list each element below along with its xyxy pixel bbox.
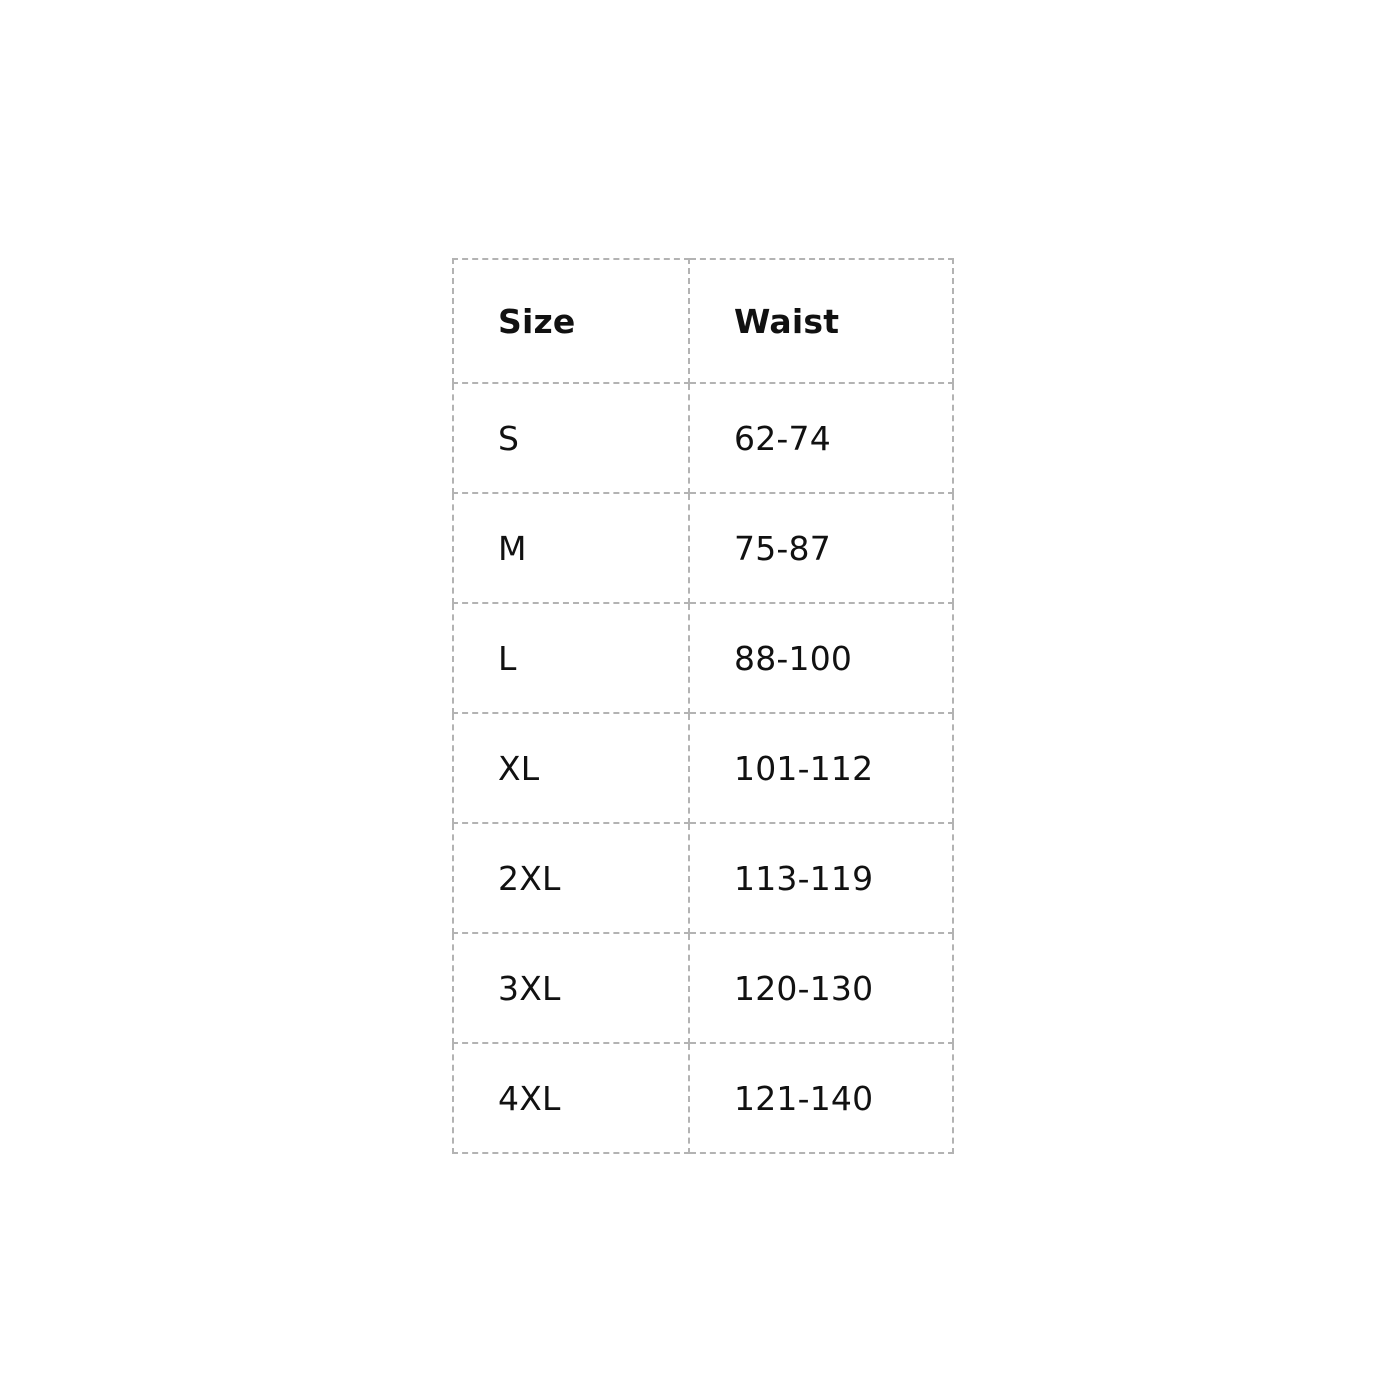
- table-body: [453, 383, 953, 1153]
- table-header-row: [453, 259, 953, 383]
- column-header-size: Size: [453, 259, 689, 383]
- cell-size: 2XL: [453, 823, 689, 933]
- cell-waist: 113-119: [689, 823, 953, 933]
- cell-size: M: [453, 493, 689, 603]
- table-row: [453, 493, 953, 603]
- cell-size: XL: [453, 713, 689, 823]
- table-row: [453, 1043, 953, 1153]
- cell-size: L: [453, 603, 689, 713]
- size-chart-table: [452, 258, 954, 1154]
- size-chart: [452, 258, 952, 1154]
- cell-size: 4XL: [453, 1043, 689, 1153]
- table-row: [453, 603, 953, 713]
- table-row: [453, 933, 953, 1043]
- cell-size: 3XL: [453, 933, 689, 1043]
- table-row: [453, 713, 953, 823]
- cell-waist: 120-130: [689, 933, 953, 1043]
- cell-waist: 121-140: [689, 1043, 953, 1153]
- cell-waist: 62-74: [689, 383, 953, 493]
- table-row: [453, 383, 953, 493]
- table-row: [453, 823, 953, 933]
- cell-waist: 88-100: [689, 603, 953, 713]
- column-header-waist: Waist: [689, 259, 953, 383]
- cell-waist: 75-87: [689, 493, 953, 603]
- cell-size: S: [453, 383, 689, 493]
- cell-waist: 101-112: [689, 713, 953, 823]
- table-header: [453, 259, 953, 383]
